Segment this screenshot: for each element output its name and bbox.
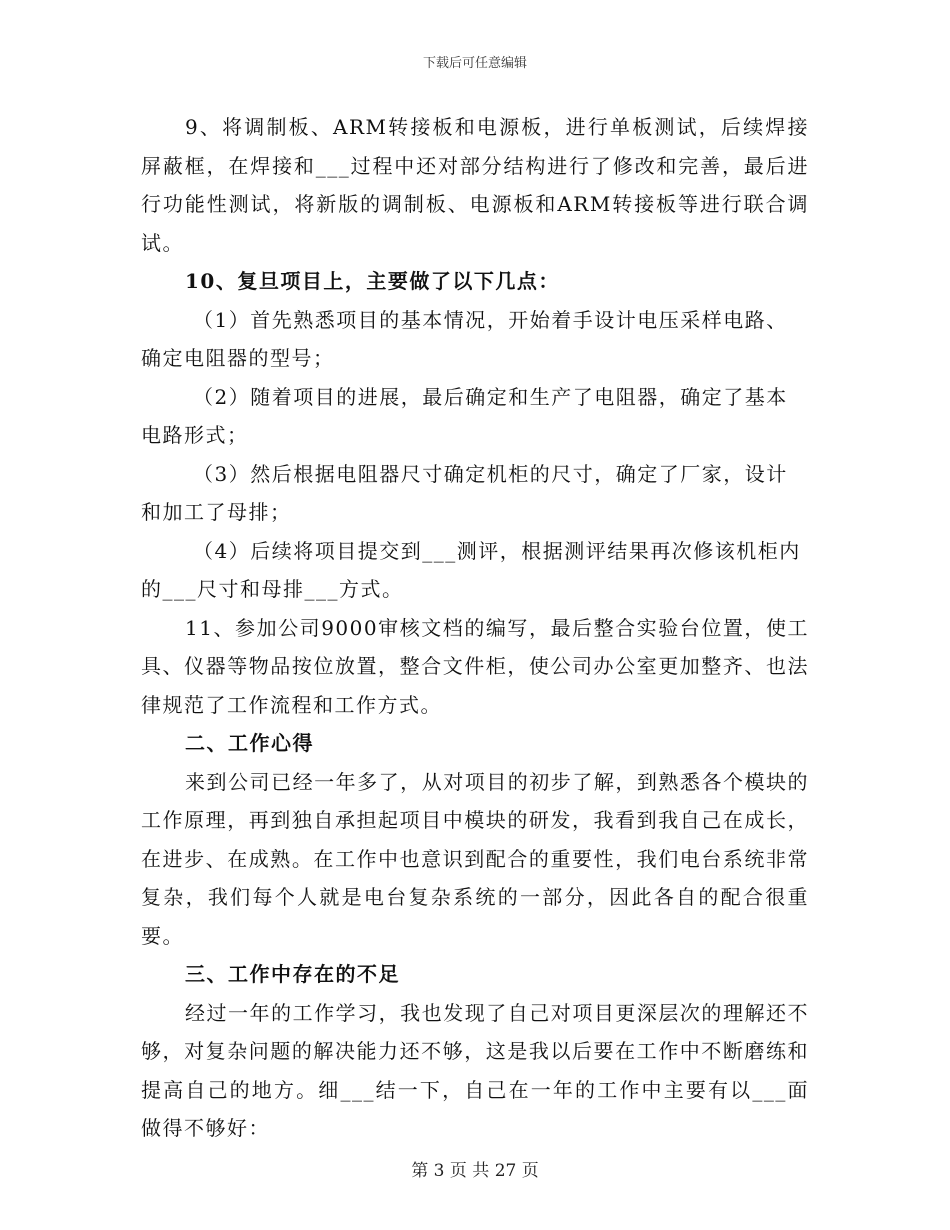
page-footer: 第 3 页 共 27 页: [411, 1161, 539, 1181]
paragraph-item-9: 9、将调制板、ARM转接板和电源板，进行单板测试，后续焊接屏蔽框，在焊接和___过程中还对部分结构进行了修改和完善，最后进行功能性测试，将新版的调制板、电源板和ARM转接板等进行联合调试。: [141, 115, 809, 255]
sub-item-2: （2）随着项目的进展，最后确定和生产了电阻器，确定了基本电路形式；: [141, 384, 788, 447]
sub-item-3: （3）然后根据电阻器尺寸确定机柜的尺寸，确定了厂家，设计和加工了母排；: [141, 461, 788, 524]
document-body: [141, 108, 809, 1148]
section-heading-shortcomings: 三、工作中存在的不足: [185, 962, 400, 986]
sub-item-4: （4）后续将项目提交到___测评，根据测评结果再次修该机柜内的___尺寸和母排___方式。: [141, 538, 801, 601]
paragraph-shortcomings: 经过一年的工作学习，我也发现了自己对项目更深层次的理解还不够，对复杂问题的解决能力还不够，这是我以后要在工作中不断磨练和提高自己的地方。细___结一下，自己在一年的工作中主要有以___面做得不够好：: [141, 1000, 809, 1140]
heading-item-10: 10、复旦项目上，主要做了以下几点：: [185, 269, 560, 293]
section-heading-work-experience: 二、工作心得: [185, 731, 314, 755]
sub-item-1: （1）首先熟悉项目的基本情况，开始着手设计电压采样电路、确定电阻器的型号；: [141, 307, 788, 370]
paragraph-item-11: 11、参加公司9000审核文档的编写，最后整合实验台位置，使工具、仪器等物品按位放置，整合文件柜，使公司办公室更加整齐、也法律规范了工作流程和工作方式。: [141, 615, 809, 717]
page-header: 下载后可任意编辑: [422, 56, 527, 71]
paragraph-work-experience: 来到公司已经一年多了，从对项目的初步了解，到熟悉各个模块的工作原理，再到独自承担起项目中模块的研发，我看到我自己在成长，在进步、在成熟。在工作中也意识到配合的重要性，我们电台系统非常复杂，我们每个人就是电台复杂系统的一部分，因此各自的配合很重要。: [141, 769, 809, 948]
